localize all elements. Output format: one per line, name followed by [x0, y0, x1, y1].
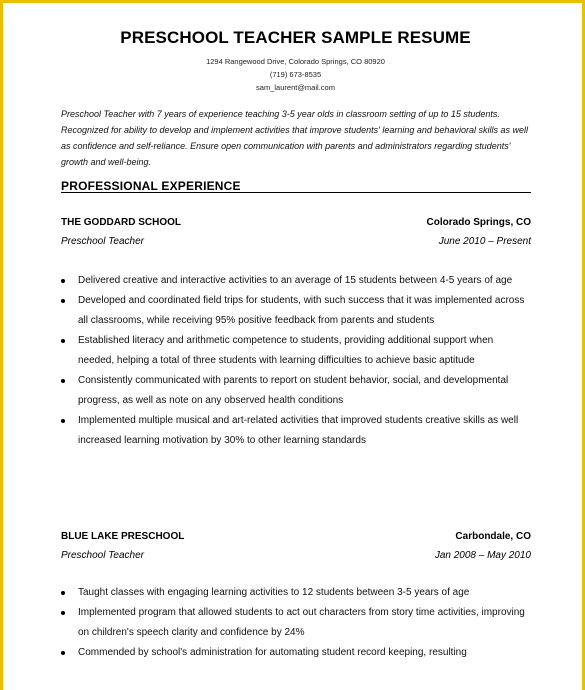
contact-address: 1294 Rangewood Drive, Colorado Springs, CO 80920: [206, 57, 385, 66]
job-dates: June 2010 – Present: [438, 236, 531, 247]
section-heading-experience: PROFESSIONAL EXPERIENCE: [61, 179, 241, 193]
list-item: [61, 411, 531, 451]
job-bullet-list: [61, 271, 531, 451]
job-role: Preschool Teacher: [61, 550, 145, 561]
job-dates: Jan 2008 – May 2010: [434, 550, 531, 561]
list-item: [61, 331, 531, 371]
bullet-icon: [61, 339, 65, 343]
contact-phone: (719) 673-8535: [269, 70, 322, 79]
job-organization: BLUE LAKE PRESCHOOL: [61, 531, 185, 542]
section-divider: [61, 192, 531, 193]
bullet-text: Commended by school's administration for automating student record keeping, resulting: [78, 647, 467, 658]
bullet-text: Implemented multiple musical and art-related activities that improved students creative skills as well increased learning motivation by 30% to other learning standards: [78, 415, 519, 446]
bullet-text: Consistently communicated with parents to report on student behavior, social, and developmental progress, as well as note on any observed health conditions: [78, 375, 509, 406]
bullet-text: Developed and coordinated field trips for students, with such success that it was implemented across all classrooms, while receiving 95% positive feedback from parents and students: [78, 295, 525, 326]
job-bullet-list: [61, 583, 531, 663]
bullet-icon: [61, 379, 65, 383]
bullet-text: Taught classes with engaging learning activities to 12 students between 3-5 years of age: [78, 587, 470, 598]
list-item: [61, 371, 531, 411]
list-item: [61, 643, 531, 663]
list-item: [61, 603, 531, 643]
bullet-icon: [61, 651, 65, 655]
bullet-icon: [61, 611, 65, 615]
resume-title: PRESCHOOL TEACHER SAMPLE RESUME: [120, 28, 471, 47]
job-organization: THE GODDARD SCHOOL: [61, 217, 181, 228]
list-item: [61, 271, 531, 291]
list-item: [61, 291, 531, 331]
job-location: Colorado Springs, CO: [426, 217, 531, 228]
job-role: Preschool Teacher: [61, 236, 145, 247]
job-header: [61, 531, 531, 567]
bullet-text: Implemented program that allowed students to act out characters from story time activities, improving on children's speech clarity and confidence by 24%: [78, 607, 525, 638]
resume-page: [3, 3, 582, 690]
bullet-icon: [61, 591, 65, 595]
job-location: Carbondale, CO: [455, 531, 531, 542]
bullet-text: Established literacy and arithmetic competence to students, providing additional support when needed, helping a total of three students with learning difficulties to achieve basic aptitude: [78, 335, 494, 366]
bullet-icon: [61, 299, 65, 303]
job-header: [61, 217, 531, 253]
bullet-text: Delivered creative and interactive activities to an average of 15 students between 4-5 years of age: [78, 275, 513, 286]
list-item: [61, 583, 531, 603]
bullet-icon: [61, 279, 65, 283]
contact-email: sam_laurent@mail.com: [256, 83, 335, 92]
professional-summary: Preschool Teacher with 7 years of experience teaching 3-5 year olds in classroom setting of up to 15 students. Recognized for ability to develop and implement activities that improve students' learning and behavioral skills as well as confidence and self-reliance. Ensure open communication with parents and administrators regarding students' growth and well-being.: [61, 109, 528, 167]
bullet-icon: [61, 419, 65, 423]
